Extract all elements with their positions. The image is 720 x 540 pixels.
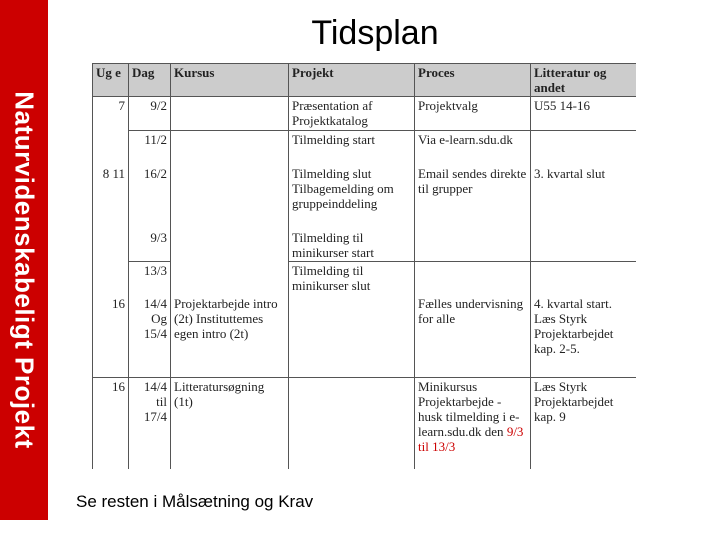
cell-dag: 9/2 [129, 97, 171, 131]
cell-uge: 7 [93, 97, 129, 131]
cell-litteratur [531, 229, 637, 262]
cell-uge: 8 11 [93, 165, 129, 229]
table-header-row [93, 64, 637, 97]
cell-dag: 13/3 [129, 261, 171, 295]
registration-period: 9/3 til 13/3 [418, 423, 524, 454]
cell-projekt: Præsentation af Projektkatalog [289, 97, 415, 131]
cell-dag: 16/2 [129, 165, 171, 229]
cell-projekt: Tilmelding til minikurser start [289, 229, 415, 262]
table-row [93, 229, 637, 262]
cell-proces: Fælles undervisning for alle [415, 295, 531, 377]
header-proces: Proces [415, 64, 531, 97]
cell-litteratur: 4. kvartal start. Læs Styrk Projektarbejdet kap. 2-5. [531, 295, 637, 377]
header-uge: Ug e [93, 64, 129, 97]
cell-projekt [289, 295, 415, 377]
cell-kursus [171, 97, 289, 131]
cell-uge: 16 [93, 377, 129, 469]
cell-uge [93, 131, 129, 165]
cell-proces: Via e-learn.sdu.dk [415, 131, 531, 165]
table-row [93, 295, 637, 377]
cell-projekt: Tilmelding start [289, 131, 415, 165]
table-row [93, 377, 637, 469]
schedule-table-image [92, 63, 636, 477]
cell-litteratur [531, 261, 637, 295]
cell-dag: 11/2 [129, 131, 171, 165]
cell-kursus [171, 165, 289, 229]
header-projekt: Projekt [289, 64, 415, 97]
table-row [93, 131, 637, 165]
cell-dag: 9/3 [129, 229, 171, 262]
cell-uge [93, 229, 129, 262]
cell-proces [415, 229, 531, 262]
cell-litteratur: U55 14-16 [531, 97, 637, 131]
header-litteratur: Litteratur og andet [531, 64, 637, 97]
cell-proces: Projektvalg [415, 97, 531, 131]
cell-proces [415, 261, 531, 295]
cell-litteratur: Læs Styrk Projektarbejdet kap. 9 [531, 377, 637, 469]
table-row [93, 261, 637, 295]
cell-uge: 16 [93, 295, 129, 377]
cell-uge [93, 261, 129, 295]
header-dag: Dag [129, 64, 171, 97]
cell-proces-with-date [415, 377, 531, 469]
footer-note: Se resten i Målsætning og Krav [76, 492, 314, 511]
cell-dag: 14/4 til 17/4 [129, 377, 171, 469]
cell-projekt: Tilmelding til minikurser slut [289, 261, 415, 295]
cell-dag: 14/4 Og 15/4 [129, 295, 171, 377]
table-row [93, 97, 637, 131]
cell-kursus [171, 261, 289, 295]
schedule-table [92, 63, 636, 469]
cell-kursus: Projektarbejde intro (2t) Instituttemes egen intro (2t) [171, 295, 289, 377]
cell-projekt [289, 377, 415, 469]
cell-litteratur: 3. kvartal slut [531, 165, 637, 229]
cell-proces: Email sendes direkte til grupper [415, 165, 531, 229]
cell-kursus [171, 229, 289, 262]
cell-kursus: Litteratursøgning (1t) [171, 377, 289, 469]
page-title: Tidsplan [311, 14, 439, 52]
cell-litteratur [531, 131, 637, 165]
cell-kursus [171, 131, 289, 165]
header-kursus: Kursus [171, 64, 289, 97]
sidebar-title: Naturvidenskabeligt Projekt [9, 91, 40, 449]
cell-proces: Minikursus Projektarbejde - husk tilmelding i e-learn.sdu.dk den [418, 378, 520, 439]
sidebar-banner [0, 0, 48, 520]
table-row [93, 165, 637, 229]
cell-projekt: Tilmelding slut Tilbagemelding om gruppeinddeling [289, 165, 415, 229]
